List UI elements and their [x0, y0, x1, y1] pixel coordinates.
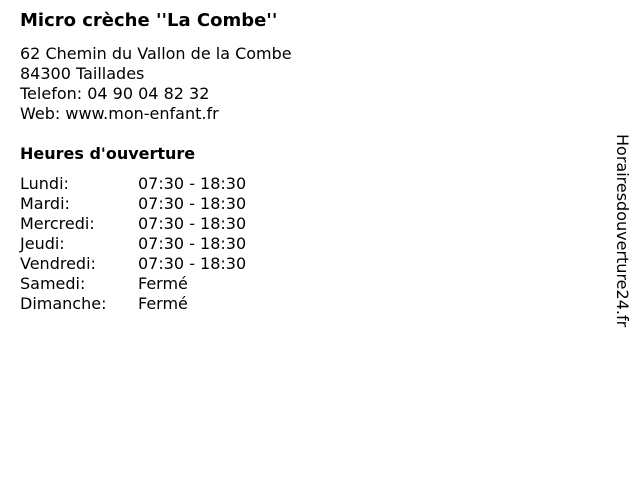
street-address: 62 Chemin du Vallon de la Combe — [20, 44, 292, 63]
phone-number: Telefon: 04 90 04 82 32 — [20, 84, 210, 103]
hours-row — [20, 214, 246, 234]
day-label: Jeudi: — [20, 234, 65, 253]
opening-hours-heading: Heures d'ouverture — [20, 144, 196, 163]
time-range: 07:30 - 18:30 — [138, 234, 247, 253]
website: Web: www.mon-enfant.fr — [20, 104, 219, 123]
hours-row — [20, 294, 246, 314]
day-label: Lundi: — [20, 174, 69, 193]
day-label: Mardi: — [20, 194, 70, 213]
opening-hours-table — [20, 174, 246, 314]
day-label: Dimanche: — [20, 294, 107, 313]
hours-row — [20, 254, 246, 274]
day-label: Samedi: — [20, 274, 86, 293]
site-watermark: Horairesdouverture24.fr — [613, 134, 632, 328]
hours-row — [20, 174, 246, 194]
page-title: Micro crèche ''La Combe'' — [20, 10, 278, 31]
hours-row — [20, 194, 246, 214]
time-range: Fermé — [138, 274, 188, 293]
hours-row — [20, 234, 246, 254]
time-range: 07:30 - 18:30 — [138, 174, 247, 193]
time-range: 07:30 - 18:30 — [138, 214, 247, 233]
day-label: Mercredi: — [20, 214, 95, 233]
time-range: 07:30 - 18:30 — [138, 194, 247, 213]
hours-row — [20, 274, 246, 294]
address-block — [20, 44, 292, 124]
day-label: Vendredi: — [20, 254, 96, 273]
time-range: 07:30 - 18:30 — [138, 254, 247, 273]
time-range: Fermé — [138, 294, 188, 313]
city: 84300 Taillades — [20, 64, 145, 83]
